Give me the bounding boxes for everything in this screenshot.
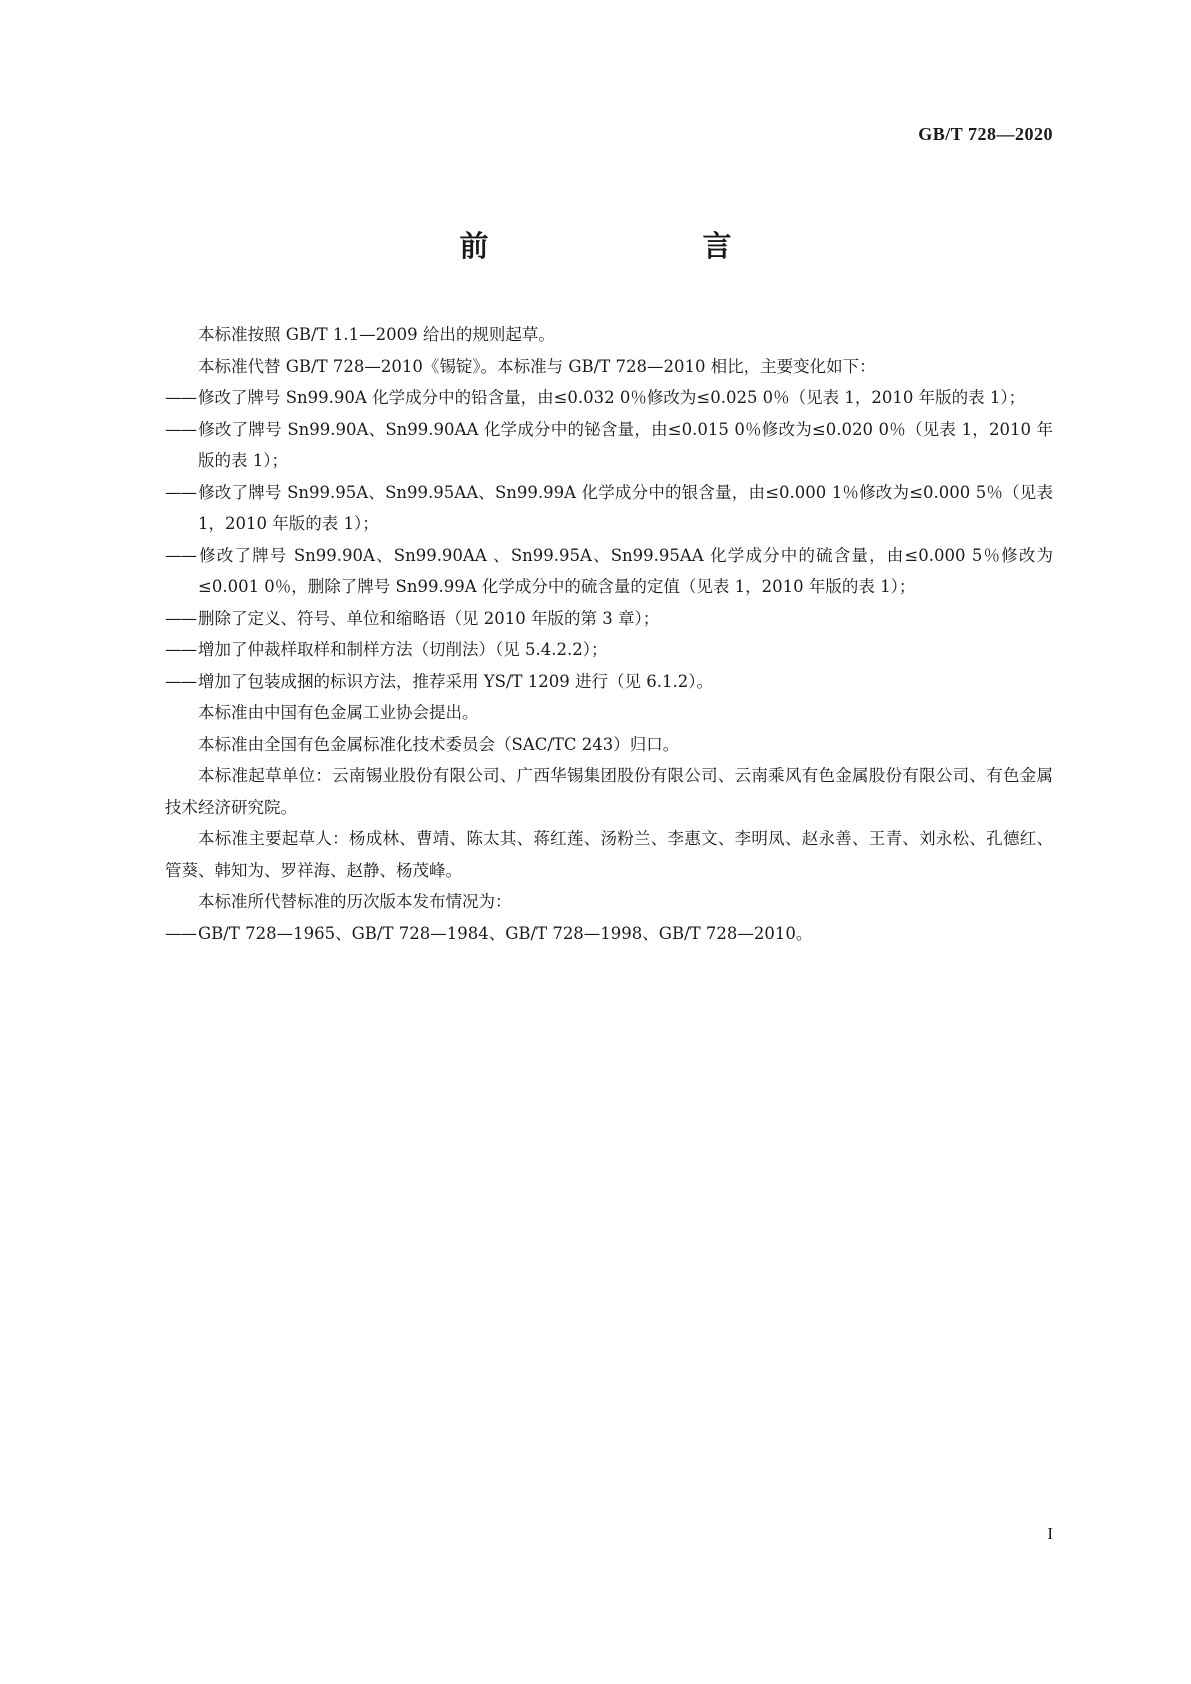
history-item-text: GB/T 728—1965、GB/T 728—1984、GB/T 728—1998、GB/T 728—2010。 (198, 923, 813, 943)
dash-marker: —— (165, 545, 196, 565)
paragraph-drafting-units: 本标准起草单位：云南锡业股份有限公司、广西华锡集团股份有限公司、云南乘风有色金属股份有限公司、有色金属技术经济研究院。 (165, 766, 1053, 817)
change-item-text: 增加了仲裁样取样和制样方法（切削法）（见 5.4.2.2）； (198, 640, 608, 659)
standard-code: GB/T 728—2020 (918, 124, 1053, 144)
paragraph-replaces: 本标准代替 GB/T 728—2010《锡锭》。本标准与 GB/T 728—2010 相比，主要变化如下： (198, 356, 876, 376)
change-item-text: 修改了牌号 Sn99.95A、Sn99.95AA、Sn99.99A 化学成分中的银含量，由≤0.000 1％修改为≤0.000 5％（见表 1，2010 年版的表 1）； (198, 482, 1053, 533)
change-item-text: 修改了牌号 Sn99.90A、Sn99.90AA 、Sn99.95A、Sn99.95AA 化学成分中的硫含量，由≤0.000 5％修改为≤0.001 0％，删除了牌号 Sn99.99A 化学成分中的硫含量的定值（见表 1，2010 年版的表 1）； (198, 545, 1053, 596)
change-item-text: 修改了牌号 Sn99.90A 化学成分中的铅含量，由≤0.032 0％修改为≤0.025 0％（见表 1，2010 年版的表 1）； (198, 388, 1026, 407)
paragraph-centralized-by: 本标准由全国有色金属标准化技术委员会（SAC/TC 243）归口。 (198, 734, 680, 754)
dash-marker: —— (165, 608, 196, 628)
change-item (165, 382, 1053, 414)
change-item (165, 414, 1053, 477)
change-item (165, 603, 1053, 635)
change-item (165, 634, 1053, 666)
change-item (165, 666, 1053, 698)
change-item (165, 540, 1053, 603)
page-number: I (1047, 1524, 1053, 1543)
paragraph-drafting-rules: 本标准按照 GB/T 1.1—2009 给出的规则起草。 (198, 325, 555, 344)
paragraph-previous-editions: 本标准所代替标准的历次版本发布情况为： (198, 892, 512, 911)
paragraph-main-drafters: 本标准主要起草人：杨成林、曹靖、陈太其、蒋红莲、汤粉兰、李惠文、李明凤、赵永善、王青、刘永松、孔德红、管葵、韩知为、罗祥海、赵静、杨茂峰。 (165, 829, 1053, 880)
dash-marker: —— (165, 419, 196, 439)
paragraph-proposed-by: 本标准由中国有色金属工业协会提出。 (198, 703, 479, 722)
change-item-text: 增加了包装成捆的标识方法，推荐采用 YS/T 1209 进行（见 6.1.2）。 (198, 671, 713, 691)
dash-marker: —— (165, 388, 196, 407)
page-title: 前 言 (459, 229, 784, 263)
history-item (165, 918, 1053, 950)
dash-marker: —— (165, 640, 196, 659)
dash-marker: —— (165, 671, 196, 691)
foreword-body (165, 319, 1053, 949)
dash-marker: —— (165, 923, 196, 943)
change-item-text: 删除了定义、符号、单位和缩略语（见 2010 年版的第 3 章）； (198, 608, 660, 628)
change-item (165, 477, 1053, 540)
dash-marker: —— (165, 482, 196, 502)
change-item-text: 修改了牌号 Sn99.90A、Sn99.90AA 化学成分中的铋含量，由≤0.015 0％修改为≤0.020 0％（见表 1，2010 年版的表 1）； (198, 419, 1053, 470)
